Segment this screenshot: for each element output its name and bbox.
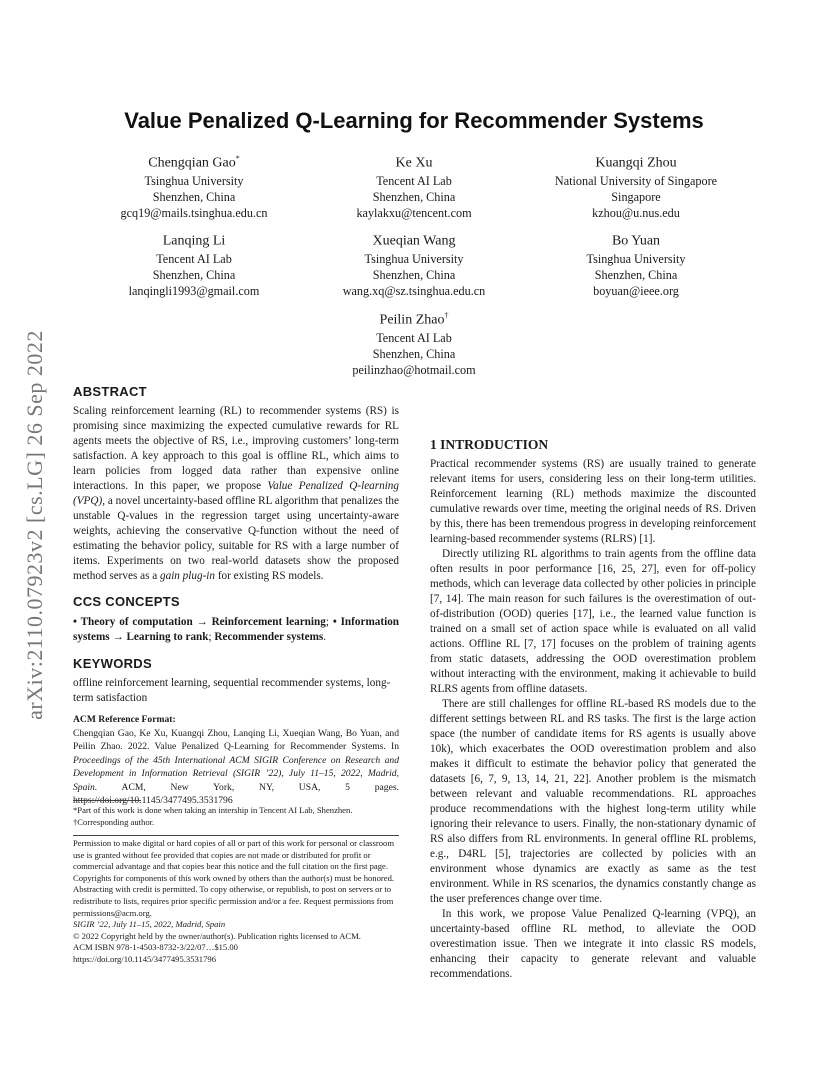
ccs-concept: • Theory of computation	[73, 616, 193, 628]
footnotes	[73, 805, 399, 828]
abstract-heading: ABSTRACT	[73, 384, 147, 399]
ccs-arrow: →	[109, 631, 127, 643]
author-location: Shenzhen, China	[372, 346, 456, 361]
ccs-sep: ;	[208, 631, 215, 643]
intro-paragraph: In this work, we propose Value Penalized Q-learning (VPQ), an uncertainty-based offline RL method, to alleviate the OOD overestimation issue. Then we integrate it into classic RS models, enhancing their capacity to generate relevant and valuable recommendations.	[430, 908, 756, 980]
ccs-sep: ;	[325, 616, 333, 628]
abstract-text	[73, 404, 399, 584]
abstract-emph: gain plug-in	[160, 570, 216, 582]
author-name: Bo Yuan	[611, 233, 661, 249]
author-block	[84, 228, 304, 299]
ccs-heading: CCS CONCEPTS	[73, 594, 180, 609]
footnote: †Corresponding author.	[73, 816, 155, 827]
author-email: gcq19@mails.tsinghua.edu.cn	[120, 205, 268, 220]
author-block	[304, 228, 524, 299]
author-name: Lanqing Li	[162, 233, 226, 249]
permission-copyright: © 2022 Copyright held by the owner/author(s). Publication rights licensed to ACM.	[73, 930, 361, 941]
arxiv-stamp	[20, 290, 50, 760]
paper-title: Value Penalized Q-Learning for Recommender Systems	[124, 108, 704, 133]
intro-paragraph: Practical recommender systems (RS) are usually trained to generate relevant items for users, considering less on their long-term utilities. Reinforcement learning (RL) methods maximize the discounted cumulative rewards over time, meeting the original needs of RS. Driven by this, there has been tremendous progress in developing reinforcement learning-based recommender systems (RLRS) [1].	[430, 458, 756, 545]
author-email: kzhou@u.nus.edu	[592, 205, 680, 220]
author-name: Chengqian Gao	[148, 155, 236, 171]
ccs-concept: Reinforcement learning	[211, 616, 326, 628]
author-mark: *	[235, 154, 240, 163]
reference-part: ACM, New York, NY, USA, 5 pages. https://doi.org/10.1145/3477495.3531796	[73, 781, 399, 806]
ccs-end: .	[323, 631, 327, 643]
footnote: *Part of this work is done when taking an intership in Tencent AI Lab, Shenzhen.	[73, 805, 353, 815]
intro-paragraph: Directly utilizing RL algorithms to train agents from the offline data often results in poor performance [16, 25, 27], even for off-policy methods, which can leverage data collected by other policies in principle [7, 14]. The main reason for such failures is the overestimation of out-of-distribution (OOD) queries [17], i.e., the learned value function is trained on a small set of action space while is evaluated on all valid actions. Offline RL [7, 17] focuses on the problem of training agents from static datasets, addressing the OOD overestimation problem without interacting with the environment, making it achievable to build RLRS agents from offline datasets.	[430, 548, 756, 695]
author-mark: †	[444, 311, 449, 320]
author-location: Shenzhen, China	[152, 189, 236, 204]
ccs-arrow: →	[192, 616, 212, 628]
permission-block	[73, 838, 399, 966]
author-location: Singapore	[611, 189, 661, 204]
permission-venue: SIGIR ’22, July 11–15, 2022, Madrid, Spain	[73, 919, 226, 930]
keywords-heading: KEYWORDS	[73, 656, 152, 671]
author-block	[84, 150, 304, 221]
right-column	[430, 437, 756, 982]
author-name: Ke Xu	[395, 155, 433, 171]
author-block	[304, 307, 524, 378]
ccs-concept: Learning to rank	[126, 631, 209, 643]
reference-format	[73, 713, 399, 808]
abstract-part: , a novel uncertainty-based offline RL algorithm that penalizes the unstable Q-values in the regression target using uncertainty-aware weights, achieving the conservative Q-function without the need of estimating the behavior policy, suitable for RS with a large number of items. Experiments on two real-world datasets show the proposed method serves as a	[73, 495, 399, 582]
ccs-concept: • Information systems	[73, 616, 400, 643]
author-affiliation: National University of Singapore	[554, 173, 718, 188]
author-name: Peilin Zhao	[379, 312, 445, 328]
reference-venue: Proceedings of the 45th International ACM SIGIR Conference on Research and Development in Information Retrieval (SIGIR ’22), July 11–15, 2022, Madrid, Spain.	[73, 754, 399, 793]
author-email: wang.xq@sz.tsinghua.edu.cn	[342, 283, 486, 298]
permission-isbn: ACM ISBN 978-1-4503-8732-3/22/07…$15.00	[73, 942, 238, 953]
abstract-part: for existing RS models.	[215, 570, 324, 582]
permission-doi: https://doi.org/10.1145/3477495.3531796	[73, 953, 216, 964]
author-location: Shenzhen, China	[372, 189, 456, 204]
abstract-emph: Value Penalized Q-learning (VPQ)	[73, 480, 399, 507]
author-email: lanqingli1993@gmail.com	[128, 283, 260, 298]
author-email: peilinzhao@hotmail.com	[352, 362, 476, 377]
author-affiliation: Tsinghua University	[144, 173, 244, 188]
reference-text	[73, 727, 399, 808]
footnote-rule	[73, 800, 141, 801]
permission-rule	[73, 835, 399, 836]
ccs-text	[73, 615, 399, 645]
arxiv-stamp-text: arXiv:2110.07923v2 [cs.LG] 26 Sep 2022	[22, 330, 47, 720]
author-affiliation: Tencent AI Lab	[376, 173, 452, 188]
author-affiliation: Tencent AI Lab	[156, 251, 232, 266]
author-email: kaylakxu@tencent.com	[356, 205, 472, 220]
author-block	[304, 150, 524, 221]
author-affiliation: Tsinghua University	[586, 251, 686, 266]
author-block	[526, 150, 746, 221]
author-name: Xueqian Wang	[372, 233, 456, 249]
reference-heading: ACM Reference Format:	[73, 714, 176, 725]
author-block	[526, 228, 746, 299]
author-location: Shenzhen, China	[152, 267, 236, 282]
author-name: Kuangqi Zhou	[595, 155, 677, 171]
left-column	[73, 384, 399, 808]
keywords-text: offline reinforcement learning, sequential recommender systems, long-term satisfaction	[73, 677, 391, 704]
abstract-part: Scaling reinforcement learning (RL) to recommender systems (RS) is promising since maximizing the expected cumulative rewards for RL agents meets the objective of RS, i.e., improving customers’ long-term satisfaction. A key approach to this goal is offline RL, which aims to learn policies from logged data rather than expensive online interactions. In this paper, we propose	[73, 405, 399, 492]
ccs-concept: Recommender systems	[214, 631, 324, 643]
reference-part: Chengqian Gao, Ke Xu, Kuangqi Zhou, Lanqing Li, Xueqian Wang, Bo Yuan, and Peilin Zhao. 2022. Value Penalized Q-Learning for Recommender Systems. In	[73, 727, 399, 752]
intro-heading: 1 INTRODUCTION	[430, 437, 549, 452]
author-location: Shenzhen, China	[594, 267, 678, 282]
author-email: boyuan@ieee.org	[593, 283, 679, 298]
intro-paragraph: There are still challenges for offline RL-based RS models due to the different settings between RL and RS tasks. The first is the large action space (the number of candidate items for RS agents is usually above 10k), which exacerbates the OOD overestimation problem and also makes it difficult to estimate the behavior policy that generated the datasets [6, 7, 9, 13, 14, 21, 22]. Another problem is the mismatch between relevant and valuable recommendations. RL approaches produce recommendations with the highest long-term utility while ignoring their relevance to users. Finally, the non-stationary dynamic of RS also differs from RL environments. In general offline RL problems, e.g., D4RL [5], trajectories are collected by policies with an environment whose dynamics are exactly as same as the test environment. While in RS scenarios, the dynamics constantly change as the user preferences change over time.	[430, 698, 756, 905]
author-affiliation: Tsinghua University	[364, 251, 464, 266]
author-location: Shenzhen, China	[372, 267, 456, 282]
permission-text: Permission to make digital or hard copies of all or part of this work for personal or classroom use is granted without fee provided that copies are not made or distributed for profit or commercial advantage and that copies bear this notice and the full citation on the first page. Copyrights for components of this work owned by others than the author(s) must be honored. Abstracting with credit is permitted. To copy otherwise, or republish, to post on servers or to redistribute to lists, requires prior specific permission and/or a fee. Request permissions from permissions@acm.org.	[73, 838, 395, 918]
author-affiliation: Tencent AI Lab	[376, 330, 452, 345]
